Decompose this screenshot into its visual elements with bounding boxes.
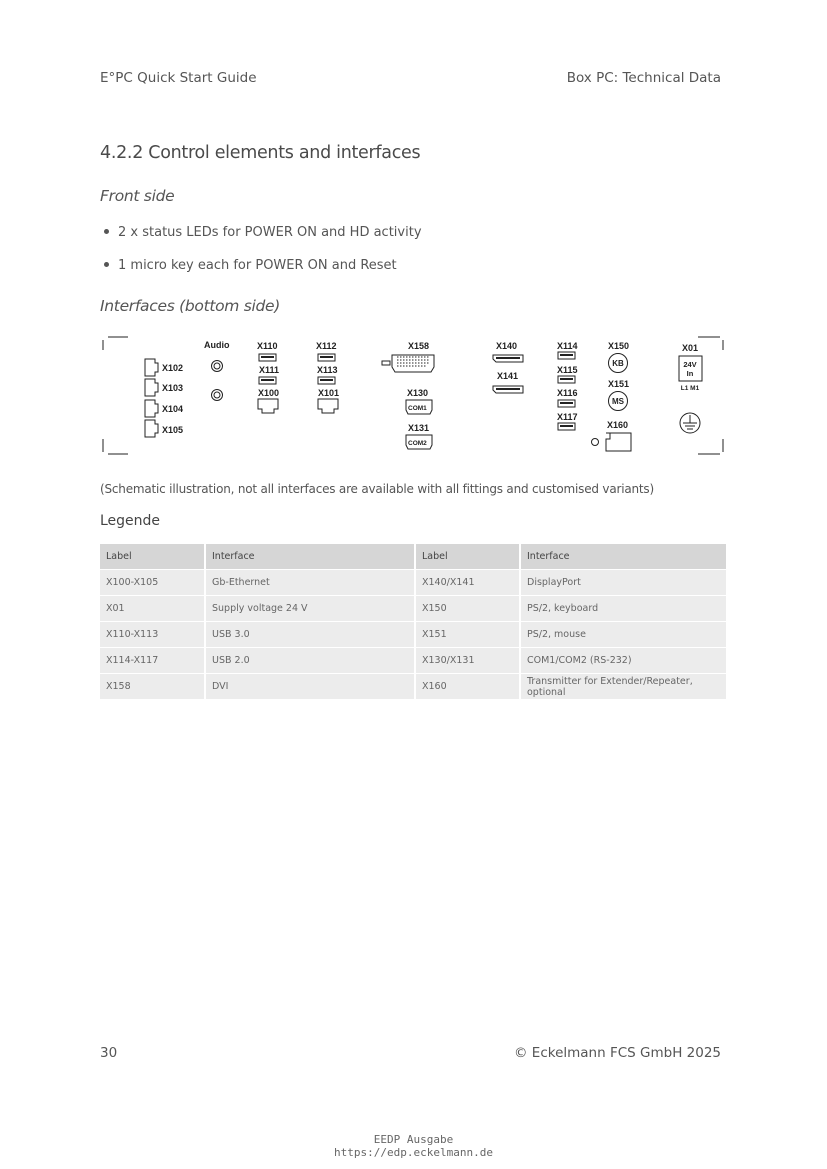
label-com1: COM1	[408, 405, 427, 412]
table-cell: DVI	[205, 674, 415, 700]
legend-table	[100, 544, 728, 700]
header-cell: Interface	[520, 544, 727, 570]
led-icon	[592, 439, 599, 446]
label-x141: X141	[497, 371, 519, 381]
table-cell: COM1/COM2 (RS-232)	[520, 648, 727, 674]
table-row	[100, 570, 727, 596]
header-cell: Label	[415, 544, 520, 570]
table-cell: X150	[415, 596, 520, 622]
table-cell: DisplayPort	[520, 570, 727, 596]
table-cell: X151	[415, 622, 520, 648]
section-title: 4.2.2 Control elements and interfaces	[100, 143, 421, 163]
label-x01: X01	[682, 343, 699, 353]
label-x151: X151	[608, 379, 630, 389]
label-x104: X104	[162, 404, 184, 414]
ethernet-port-icon	[318, 399, 338, 413]
header-cell: Label	[100, 544, 205, 570]
table-cell: X100-X105	[100, 570, 205, 596]
table-cell: Transmitter for Extender/Repeater, optional	[520, 674, 727, 700]
table-row	[100, 596, 727, 622]
displayport-icon	[493, 386, 523, 393]
label-audio: Audio	[204, 340, 230, 350]
label-x102: X102	[162, 363, 184, 373]
label-x101: X101	[318, 388, 340, 398]
usb-port-icon	[558, 400, 575, 407]
table-row	[100, 622, 727, 648]
interfaces-diagram	[100, 334, 727, 458]
audio-jack-icon	[212, 361, 223, 401]
copyright: © Eckelmann FCS GmbH 2025	[514, 1045, 721, 1061]
front-side-title: Front side	[100, 187, 175, 205]
label-x105: X105	[162, 425, 184, 435]
table-cell: X01	[100, 596, 205, 622]
displayport-icon	[493, 355, 523, 362]
bullet-dot-icon	[104, 229, 109, 234]
usb-port-icon	[318, 377, 335, 384]
label-x100: X100	[258, 388, 280, 398]
label-l1m1: L1 M1	[680, 385, 700, 392]
table-cell: PS/2, mouse	[520, 622, 727, 648]
label-x116: X116	[557, 388, 578, 398]
label-in: In	[686, 369, 694, 378]
label-x150: X150	[608, 341, 630, 351]
bullet-text: 2 x status LEDs for POWER ON and HD activity	[118, 225, 422, 240]
table-cell: PS/2, keyboard	[520, 596, 727, 622]
page-number: 30	[100, 1045, 118, 1061]
header-right: Box PC: Technical Data	[566, 70, 721, 86]
table-cell: USB 2.0	[205, 648, 415, 674]
front-side-bullet	[104, 225, 422, 240]
table-cell: X140/X141	[415, 570, 520, 596]
header-cell: Interface	[205, 544, 415, 570]
label-com2: COM2	[408, 440, 427, 447]
label-ms: MS	[612, 397, 624, 406]
label-x113: X113	[317, 365, 338, 375]
label-x114: X114	[557, 341, 578, 351]
table-cell: X114-X117	[100, 648, 205, 674]
table-cell: X160	[415, 674, 520, 700]
footer-edition: EEDP Ausgabe	[373, 1133, 454, 1146]
bullet-text: 1 micro key each for POWER ON and Reset	[118, 258, 397, 273]
ethernet-side-ports	[145, 359, 158, 437]
usb-port-icon	[259, 354, 276, 361]
ground-icon	[680, 413, 700, 433]
interfaces-title: Interfaces (bottom side)	[100, 297, 281, 315]
bullet-dot-icon	[104, 262, 109, 267]
label-x140: X140	[496, 341, 518, 351]
table-cell: X110-X113	[100, 622, 205, 648]
label-x158: X158	[408, 341, 430, 351]
table-header-row	[100, 544, 727, 570]
table-cell: Supply voltage 24 V	[205, 596, 415, 622]
label-x115: X115	[557, 365, 578, 375]
usb-port-icon	[558, 376, 575, 383]
usb-port-icon	[558, 423, 575, 430]
label-x131: X131	[408, 423, 430, 433]
label-x112: X112	[316, 341, 337, 351]
table-cell: X158	[100, 674, 205, 700]
footer-url[interactable]: https://edp.eckelmann.de	[334, 1146, 493, 1159]
table-cell: USB 3.0	[205, 622, 415, 648]
x160-port-icon	[606, 433, 631, 451]
header-left: E°PC Quick Start Guide	[100, 70, 257, 86]
label-x117: X117	[557, 412, 578, 422]
label-x111: X111	[259, 365, 280, 375]
table-row	[100, 674, 727, 700]
ethernet-port-icon	[258, 399, 278, 413]
diagram-caption: (Schematic illustration, not all interfaces are available with all fittings and customised variants)	[100, 482, 654, 496]
table-row	[100, 648, 727, 674]
table-cell: Gb-Ethernet	[205, 570, 415, 596]
label-x103: X103	[162, 383, 184, 393]
usb-port-icon	[259, 377, 276, 384]
label-x160: X160	[607, 420, 629, 430]
label-24v: 24V	[683, 360, 697, 369]
legend-title: Legende	[100, 513, 161, 529]
label-x130: X130	[407, 388, 429, 398]
dvi-port-icon	[382, 355, 434, 372]
label-x110: X110	[257, 341, 278, 351]
table-cell: X130/X131	[415, 648, 520, 674]
label-kb: KB	[612, 359, 624, 368]
usb-port-icon	[558, 352, 575, 359]
usb-port-icon	[318, 354, 335, 361]
front-side-bullet	[104, 258, 397, 273]
